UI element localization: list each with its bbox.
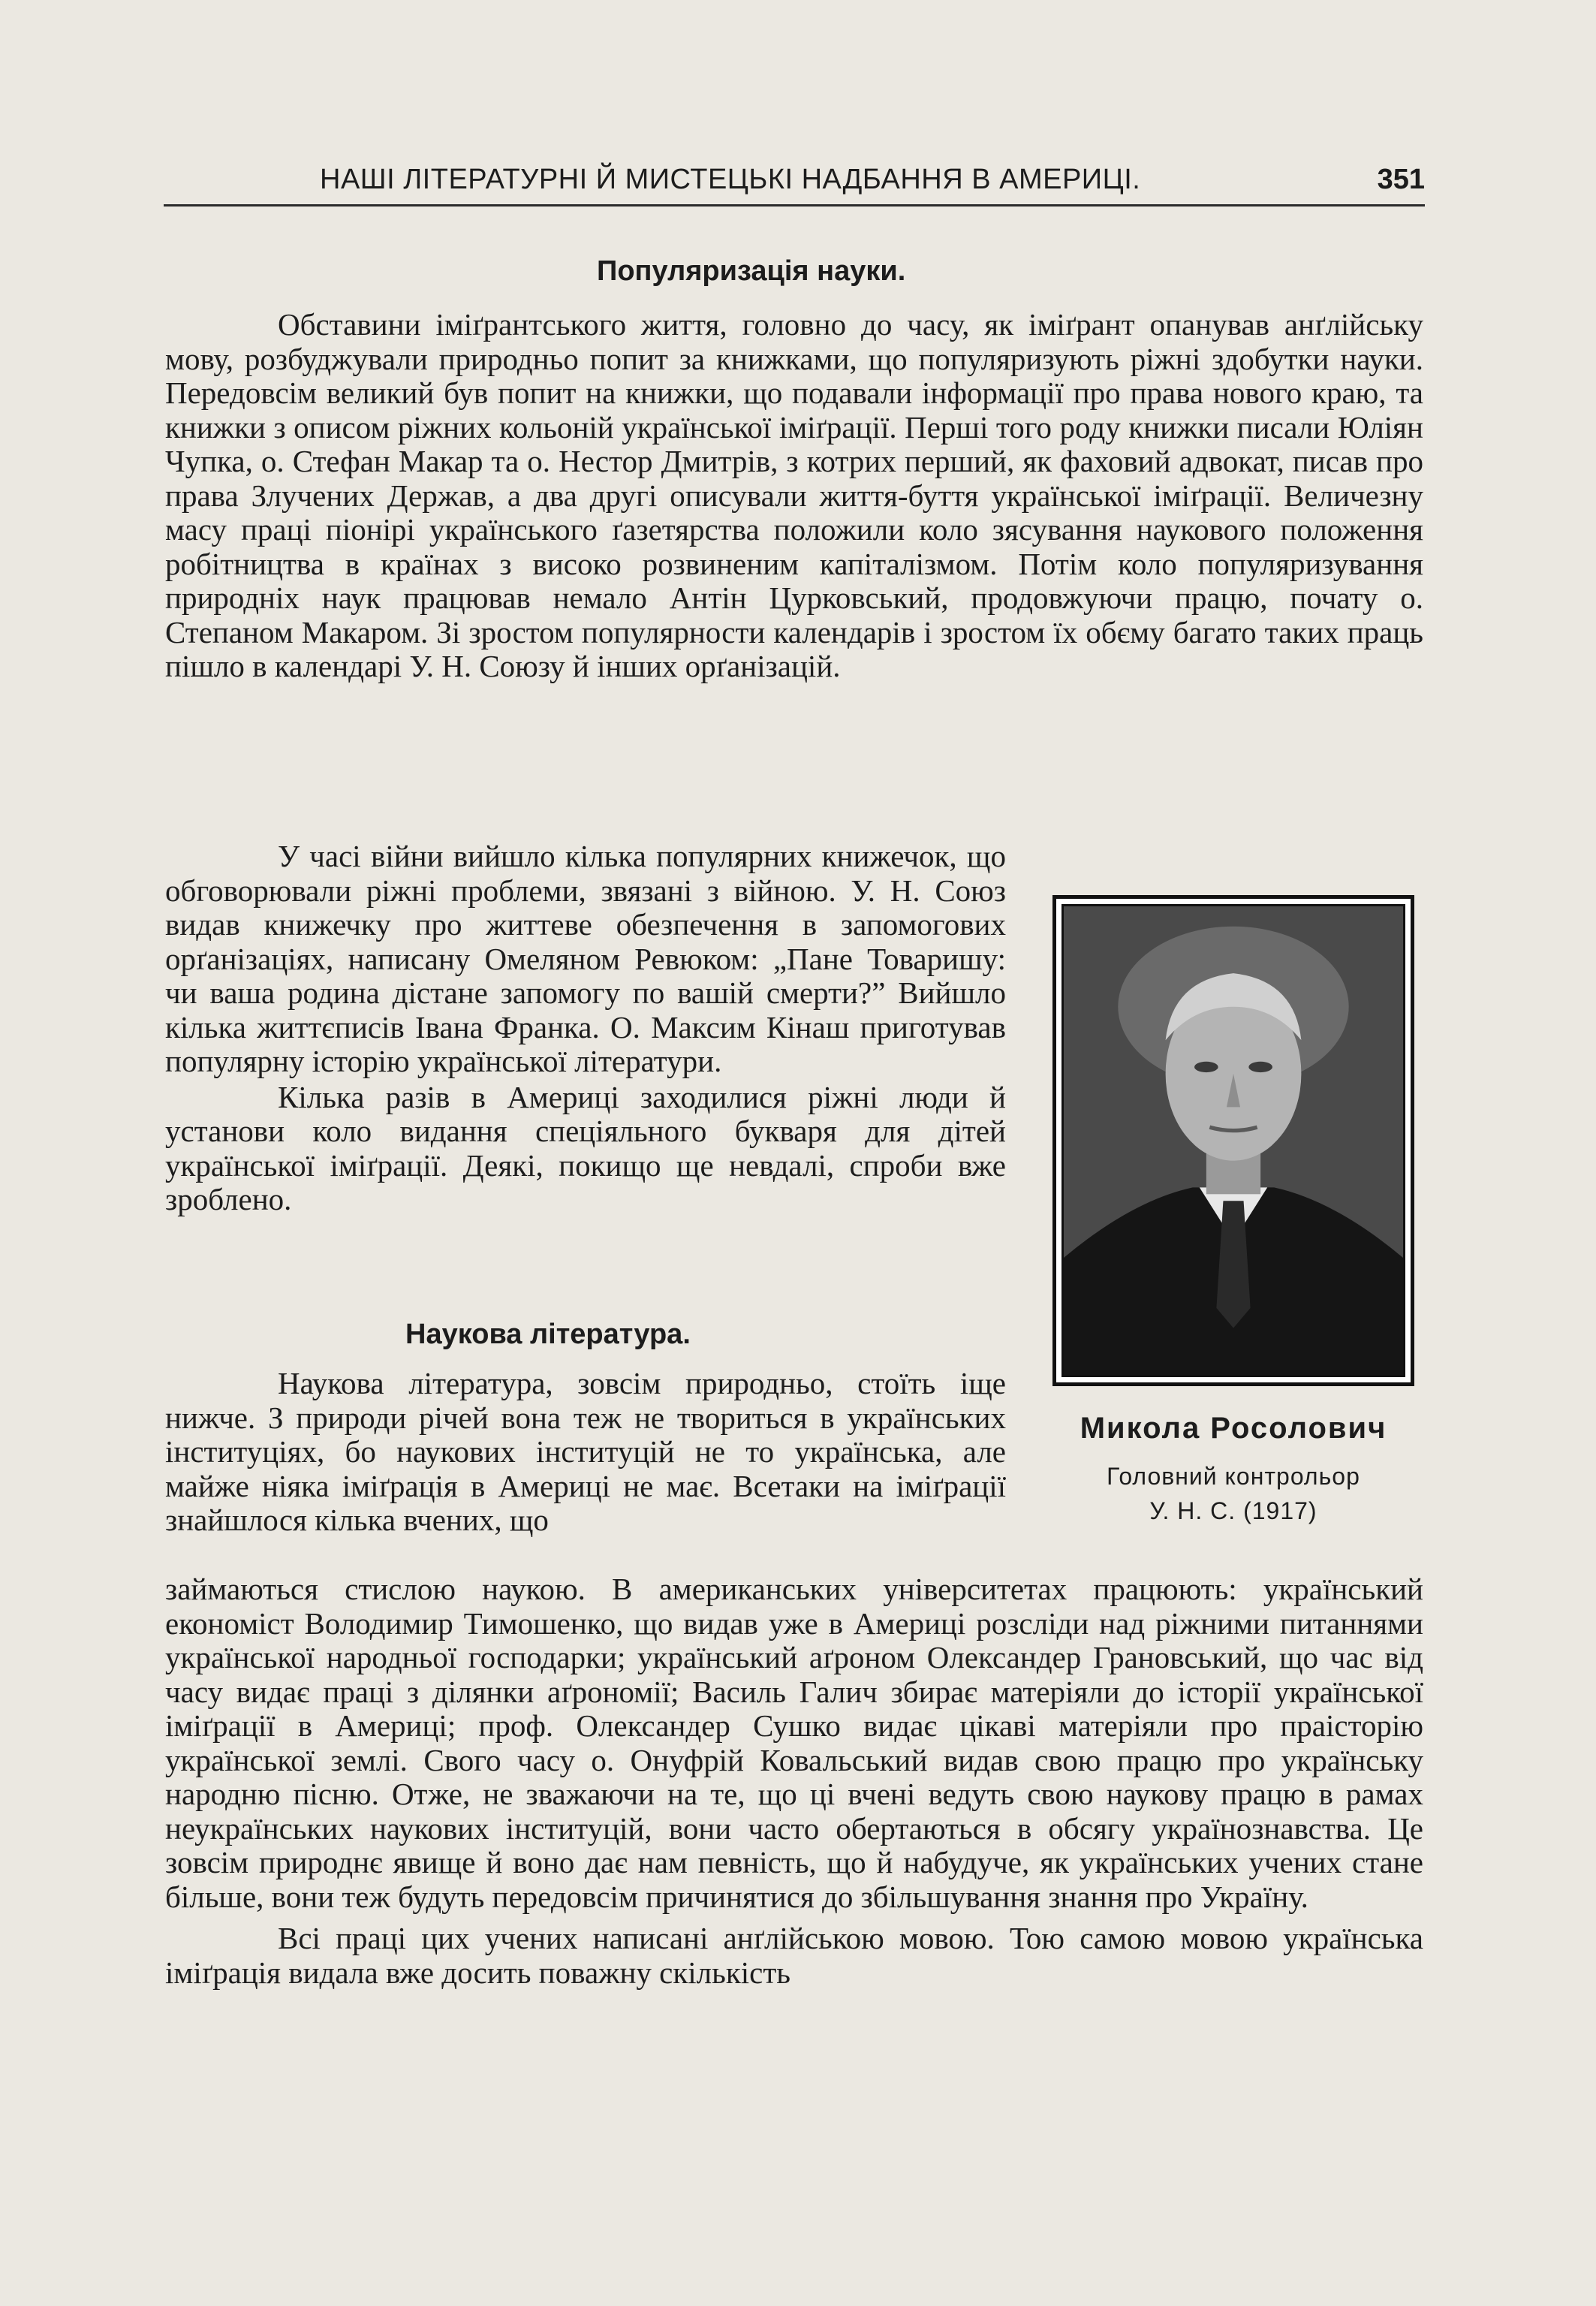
portrait-frame [1052,895,1414,1386]
running-header [164,159,1425,206]
body-paragraph: Кілька разів в Америці заходилися ріжні люди й установи коло видання спеціяльного букваря для дітей української іміґрації. Деякі, покищо ще невдалі, спроби вже зроблено. [165,1079,1006,1216]
body-paragraph: У часі війни вийшло кілька популярних книжечок, що обговорювали ріжні проблеми, звязані з війною. У. Н. Союз видав книжечку про життеве обезпечення в запомогових орґанізаціях, написану Омеляном Ревюком: „Пане Товаришу: чи ваша родина дістане запомогу по вашій смерти?” Вийшло кілька життєписів Івана Франка. О. Максим Кінаш приготував популярну історію української літератури. [165,839,1006,1078]
body-paragraph: Всі праці цих учених написані анґлійською мовою. Тою самою мовою українська іміґрація видала вже досить поважну скількість [165,1921,1423,1990]
running-title: НАШІ ЛІТЕРАТУРНІ Й МИСТЕЦЬКІ НАДБАННЯ В АМЕРИЦІ. [320,164,1141,195]
body-paragraph: Обставини іміґрантського життя, головно до часу, як іміґрант опанував анґлійську мову, розбуджували природньо попит за книжками, що популяризують ріжні здобутки науки. Передовсім великий був попит на книжки, що подавали інформації про права нового краю, та книжки з описом ріжних кольоній української іміґрації. Перші того роду книжки писали Юліян Чупка, о. Стефан Макар та о. Нестор Дмитрів, з котрих перший, як фаховий адвокат, писав про права Злучених Держав, а два другі описували життя-буття української іміґрації. Величезну масу праці піонірі українського ґазетярства положили коло зясування наукового положення робітництва в країнах з високо розвиненим капіталізмом. Потім коло популяризування природніх наук працював немало Антін Цурковський, продовжуючи працю, почату о. Степаном Макаром. Зі зростом популярности календарів і зростом їх обєму багато таких праць пішло в календарі У. Н. Союзу й інших орґанізацій. [165,307,1423,683]
scientific-paragraph-wide [165,1572,1423,1990]
body-paragraph: Наукова література, зовсім природньо, стоїть іще нижче. З природи річей вона теж не твориться в українських інституціях, бо наукових інституцій не то українська, але майже ніяка іміґрація в Америці не має. Всетаки на іміґрації знайшлося кілька вчених, що [165,1366,1006,1537]
portrait-photo [1061,904,1405,1377]
popularization-column [165,840,1006,1217]
page-number: 351 [1377,164,1425,195]
portrait-caption-org: У. Н. С. (1917) [1149,1497,1317,1524]
body-paragraph: займаються стислою наукою. В американських університетах працюють: український економіст Володимир Тимошенко, що видав уже в Америці розсліди над ріжними питаннями української народньої господарки; український аґроном Олександер Грановський, що час від часу видає праці з ділянки аґрономії; Василь Галич збирає матеріяли до історії української іміґрації в Америці; проф. Олександер Сушко видає цікаві матеріяли про праісторію української землі. Свого часу о. Онуфрій Ковальський видав свою працю про українську народню пісню. Отже, не зважаючи на те, що ці вчені ведуть свою наукову працю в рамах неукраїнських наукових інституцій, вони часто обертаються в обсягу українознавства. Це зовсім природнє явище й воно дає нам певність, що й набудуче, як українських учених стане більше, вони теж будуть передовсім причинятися до збільшування знання про Україну. [165,1572,1423,1914]
popularization-paragraph-1 [165,308,1423,684]
portrait-caption-role: Головний контрольор [1107,1463,1360,1490]
portrait-caption-name: Микола Росолович [1080,1412,1387,1445]
portrait-illustration [1064,906,1403,1375]
section-heading-scientific-literature: Наукова література. [405,1319,691,1350]
section-heading-popularization: Популяризація науки. [597,255,906,287]
scientific-column [165,1367,1006,1538]
